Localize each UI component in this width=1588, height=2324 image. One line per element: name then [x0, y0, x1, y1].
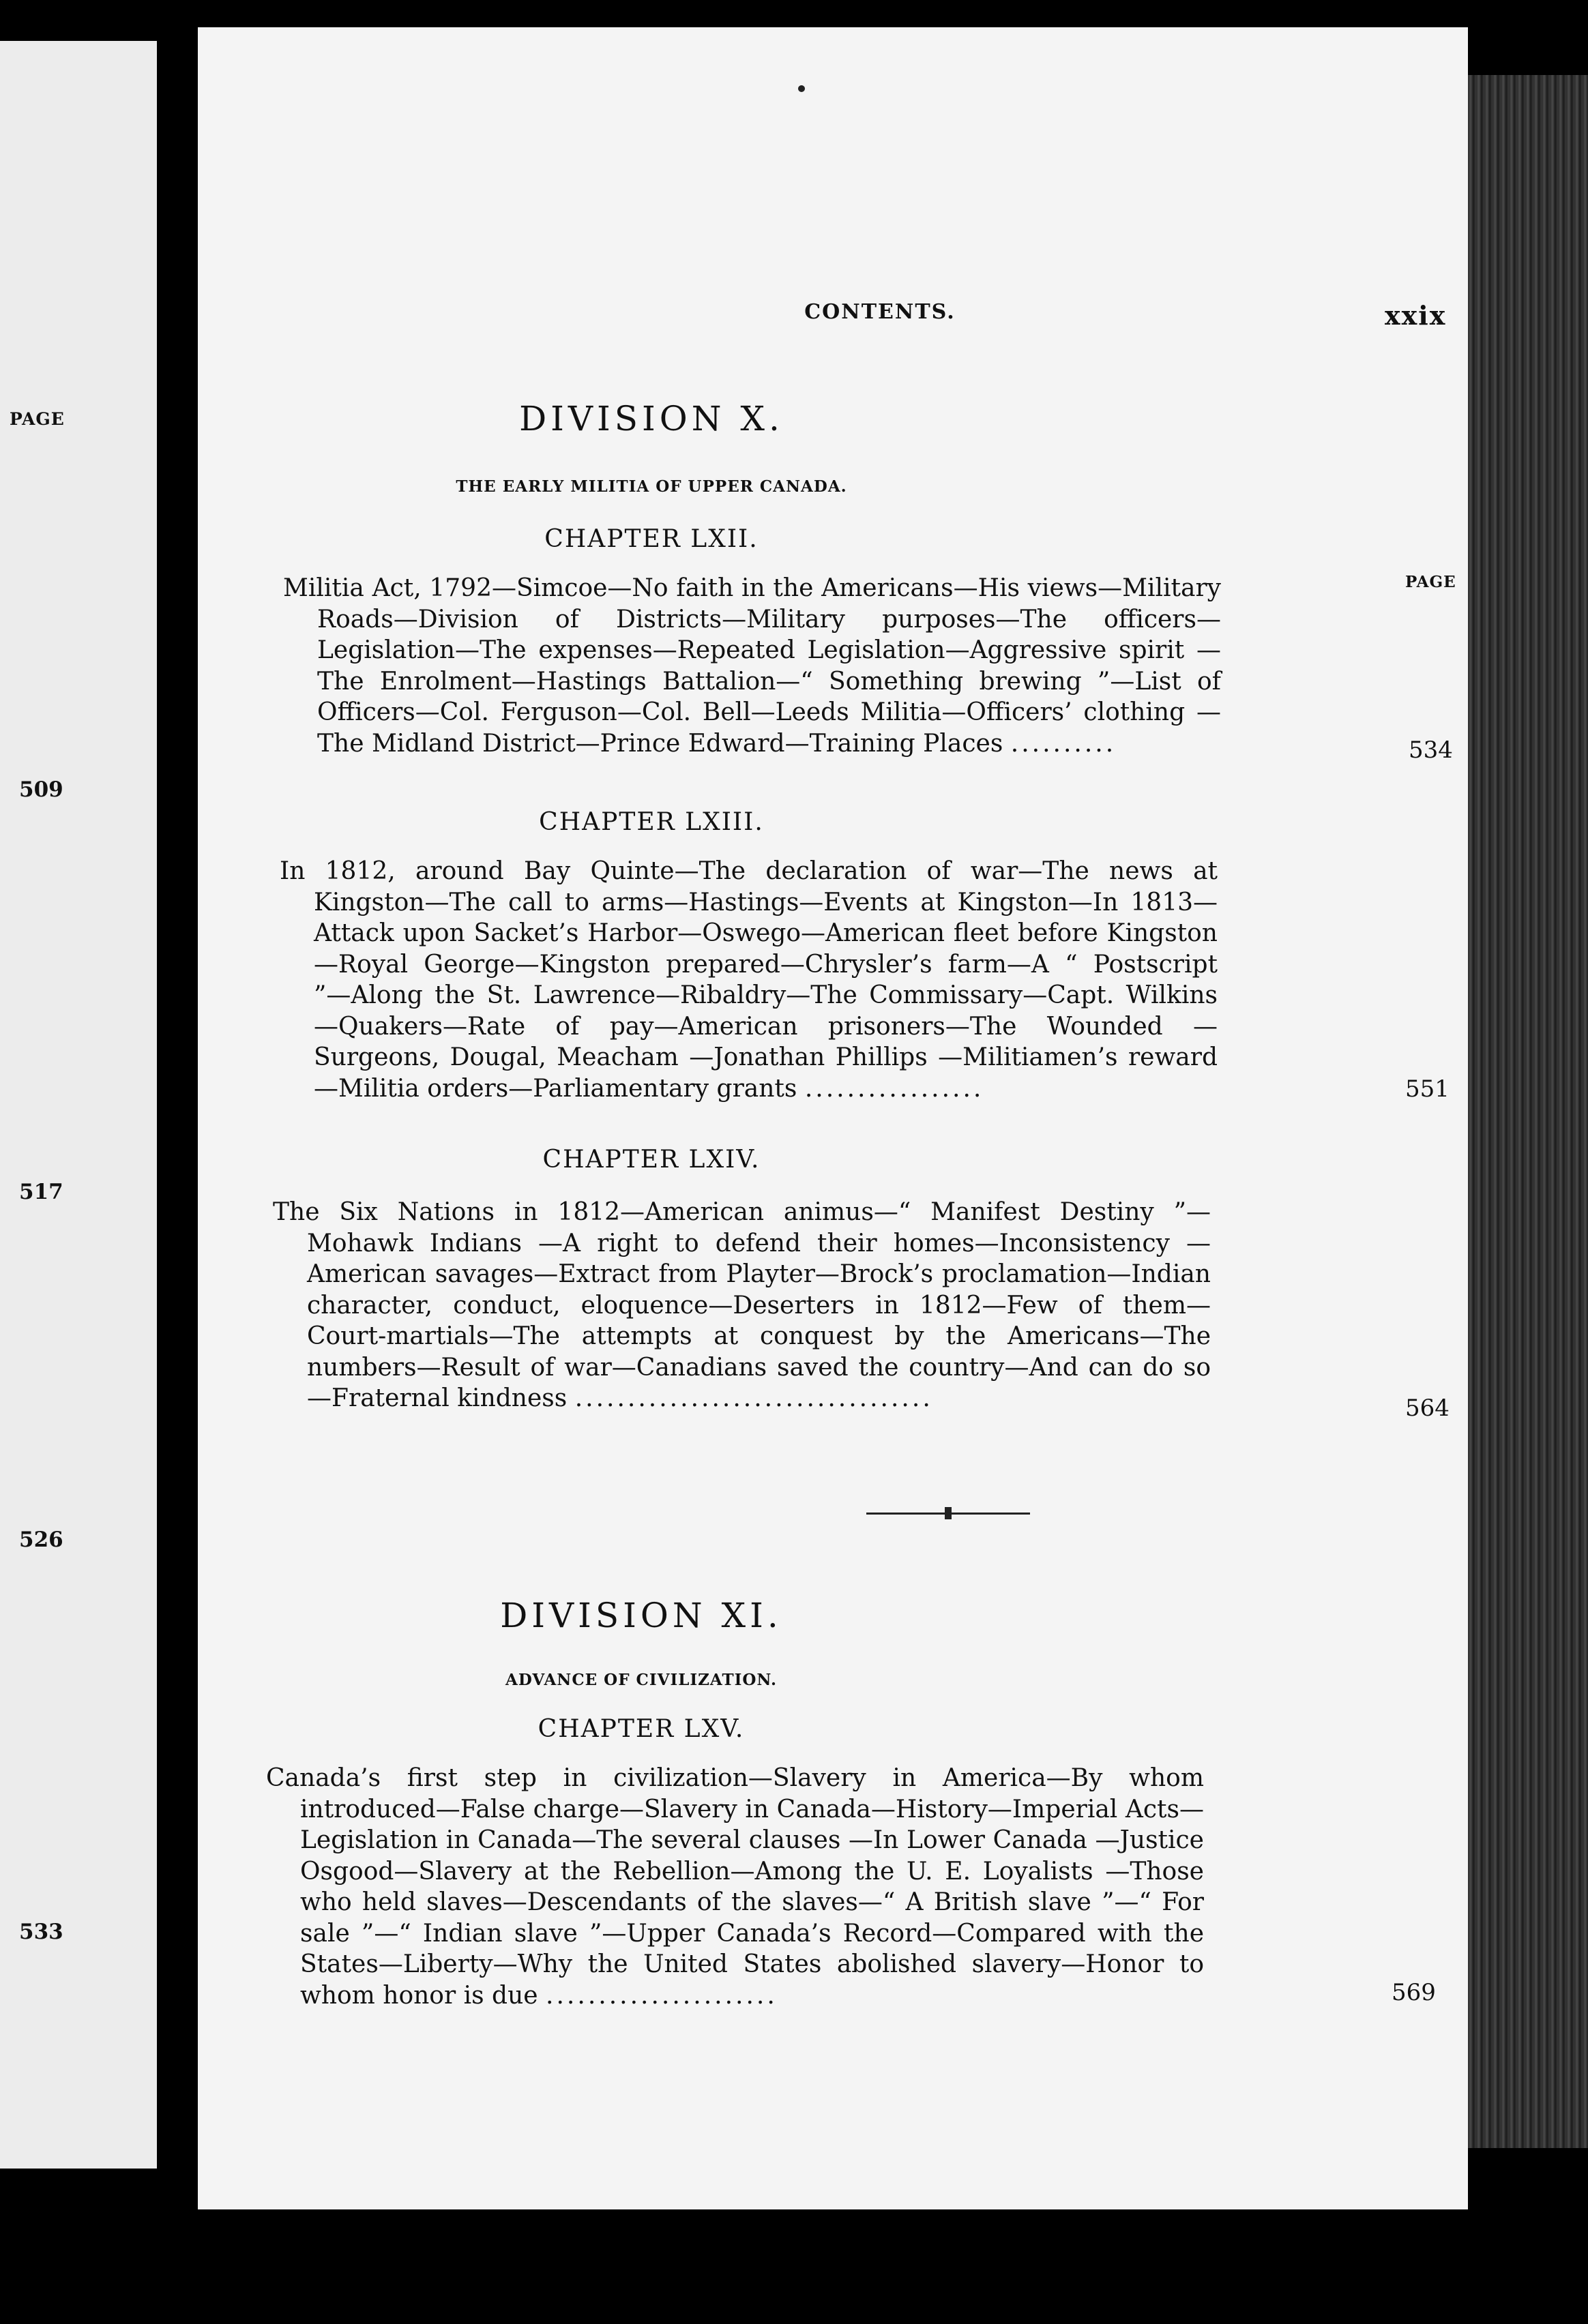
chapter-page-number: 564 [1405, 1395, 1450, 1422]
division-title: DIVISION X. [519, 399, 784, 438]
chapter-title: CHAPTER LXIV. [542, 1146, 761, 1174]
chapter-summary-text: In 1812, around Bay Quinte—The declaration of war—The news at Kingston—The call to arms—Hastings—Events at Kingston—In 1813—Attack upon Sacket’s Harbor—Oswego—American fleet before Kingston—Royal George—Kingston prepared—Chrysler’s farm—A “ Postscript ”—Along the St. Lawrence—Ribaldry—The Commissary—Capt. Wilkins—Quakers—Rate of pay—American prisoners—The Wounded —Surgeons, Dougal, Meacham —Jonathan Phillips —Militiamen’s reward—Militia orders—Parliamentary grants [280, 857, 1218, 1103]
division-subtitle: ADVANCE OF CIVILIZATION. [505, 1671, 777, 1689]
division-title: DIVISION XI. [500, 1596, 782, 1635]
chapter-summary [266, 1763, 1204, 2011]
division-subtitle: THE EARLY MILITIA OF UPPER CANADA. [456, 477, 847, 496]
left-page-number: 517 [19, 1180, 63, 1204]
left-page-number: 526 [19, 1528, 63, 1552]
chapter-summary-text: Militia Act, 1792—Simcoe—No faith in the Americans—His views—Military Roads—Division of Districts—Military purposes—The officers—Legislation—The expenses—Repeated Legislation—Aggressive spirit —The Enrolment—Hastings Battalion—“ Something brewing ”—List of Officers—Col. Ferguson—Col. Bell—Leeds Militia—Officers’ clothing —The Midland District—Prince Edward—Training Places [283, 574, 1221, 758]
chapter-summary-text: The Six Nations in 1812—American animus—“ Manifest Destiny ”—Mohawk Indians —A right to defend their homes—Inconsistency —American savages—Extract from Playter—Brock’s proclamation—Indian character, conduct, eloquence—Deserters in 1812—Few of them—Court-martials—The attempts at conquest by the Americans—The numbers—Result of war—Canadians saved the country—And can do so—Fraternal kindness [273, 1198, 1211, 1412]
chapter-summary [273, 1197, 1211, 1414]
print-mark [798, 85, 805, 92]
left-page-number: 509 [19, 777, 63, 802]
chapter-page-number: 534 [1409, 736, 1453, 764]
chapter-page-number: 551 [1405, 1075, 1450, 1103]
left-page-number: 533 [19, 1920, 63, 1944]
left-page-margin [0, 41, 157, 2169]
left-page-header: PAGE [10, 409, 65, 429]
section-divider-ornament [945, 1507, 952, 1519]
dot-leader: .......... [1010, 729, 1117, 758]
chapter-title: CHAPTER LXIII. [539, 808, 764, 836]
book-gutter [157, 0, 198, 2324]
page-column-header: PAGE [1405, 573, 1456, 591]
running-head: CONTENTS. [804, 300, 956, 324]
chapter-summary-text: Canada’s first step in civilization—Slavery in America—By whom introduced—False charge—Slavery in Canada—History—Imperial Acts—Legislation in Canada—The several clauses —In Lower Canada —Justice Osgood—Slavery at the Rebellion—Among the U. E. Loyalists —Those who held slaves—Descendants of the slaves—“ A British slave ”—“ For sale ”—“ Indian slave ”—Upper Canada’s Record—Compared with the States—Liberty—Why the United States abolished slavery—Honor to whom honor is due [266, 1764, 1204, 2010]
chapter-summary [280, 856, 1218, 1104]
dot-leader: ................. [804, 1074, 984, 1103]
page-folio: xxix [1385, 300, 1447, 331]
chapter-page-number: 569 [1392, 1979, 1436, 2006]
chapter-title: CHAPTER LXV. [538, 1715, 745, 1743]
page-edges [1468, 75, 1588, 2148]
dot-leader: ...................... [546, 1981, 778, 2010]
chapter-title: CHAPTER LXII. [544, 525, 759, 553]
dot-leader: .................................. [574, 1384, 933, 1412]
contents-page [198, 27, 1468, 2209]
chapter-summary [283, 573, 1221, 759]
